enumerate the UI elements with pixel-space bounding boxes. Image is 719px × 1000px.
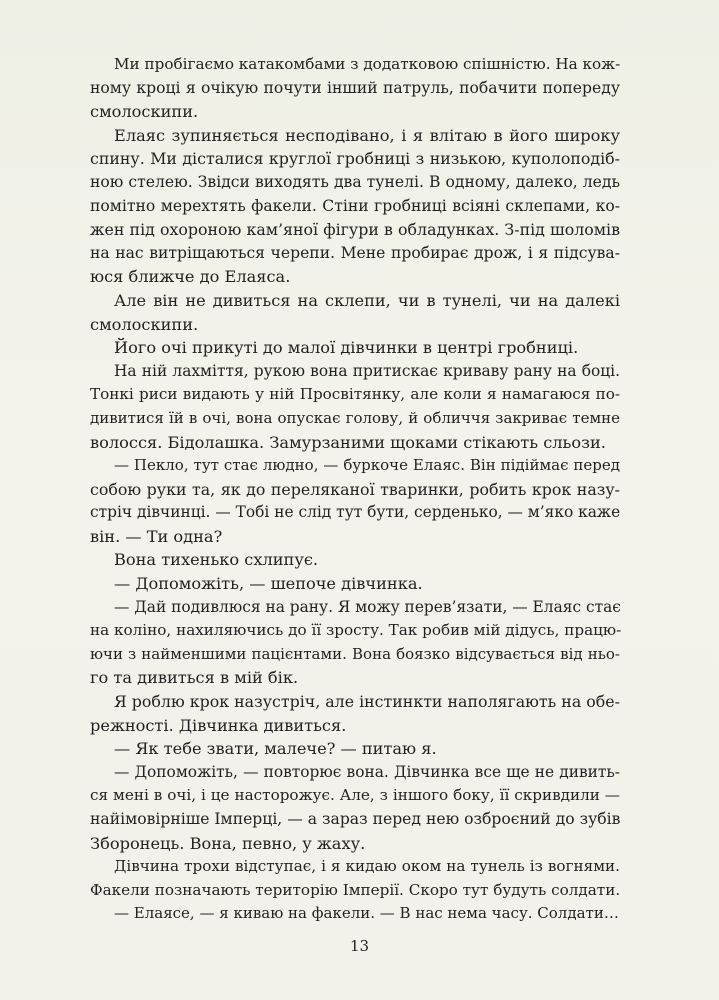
text-line: смолоскипи. [90, 314, 199, 334]
text-line: ною стелею. Звідси виходять два тунелі. В одному, далеко, ледь [90, 172, 620, 191]
text-line: спину. Ми дісталися круглої гробниці з низькою, куполоподіб- [90, 149, 620, 169]
text-line: го та дивиться в мій бік. [90, 668, 299, 688]
text-line: Вона тихенько схлипує. [114, 550, 319, 570]
text-line: Тонкі риси видають у ній Просвітянку, але коли я намагаюся по- [90, 385, 620, 404]
text-line: дивитися їй в очі, вона опускає голову, й обличчя закриває темне [90, 408, 620, 427]
text-line: — Дай подивлюся на рану. Я можу перев’язати, — Елаяс стає [114, 597, 621, 616]
text-line: він. — Ти одна? [90, 526, 223, 546]
text-line: жен під охороною кам’яної фігури в обладунках. З-під шоломів [90, 220, 620, 240]
text-line: — Елаясе, — я киваю на факели. — В нас нема часу. Солдати… [114, 904, 619, 923]
text-line: стріч дівчинці. — Тобі не слід тут бути, серденько, — м’яко каже [90, 503, 621, 522]
text-line: Факели позначають територію Імперії. Скоро тут будуть солдати. [90, 880, 621, 899]
text-line: — Пекло, тут стає людно, — буркоче Елаяс. Він підіймає перед [114, 456, 620, 475]
text-line: На ній лахміття, рукою вона притискає криваву рану на боці. [114, 361, 620, 380]
text-line: Але він не дивиться на склепи, чи в тунелі, чи на далекі [114, 290, 620, 310]
text-line: — Допоможіть, — шепоче дівчинка. [114, 574, 423, 594]
text-line: найімовірніше Імперці, — а зараз перед нею озброєний до зубів [90, 810, 621, 828]
text-line: Ми пробігаємо катакомбами з додатковою спішністю. На кож- [114, 55, 621, 73]
body-text [90, 53, 620, 926]
text-line: Елаяс зупиняється несподівано, і я влітаю в його широку [114, 125, 620, 145]
text-line: на коліно, нахиляючись до її зросту. Так робив мій дідусь, працю- [90, 621, 622, 640]
text-line: — Допоможіть, — повторює вона. Дівчинка все ще не дивить- [114, 762, 620, 781]
text-line: волосся. Бідолашка. Замурзаними щоками стікають сльози. [90, 432, 606, 452]
text-line: ся мені в очі, і це насторожує. Але, з іншого боку, її скривдили — [90, 786, 620, 805]
text-line: ному кроці я очікую почути інший патруль, побачити попереду [90, 78, 620, 97]
text-line: помітно мерехтять факели. Стіни гробниці всіяні склепами, ко- [90, 196, 620, 215]
text-line: собою руки та, як до переляканої тваринки, робить крок назу- [90, 479, 620, 499]
text-line: режності. Дівчинка дивиться. [90, 715, 347, 735]
text-line: юся ближче до Елаяса. [90, 267, 291, 287]
text-line: Його очі прикуті до малої дівчинки в центрі гробниці. [114, 338, 579, 358]
text-line: — Як тебе звати, малече? — питаю я. [114, 739, 437, 759]
text-line: Зборонець. Вона, певно, у жаху. [90, 833, 366, 853]
text-line: смолоскипи. [90, 102, 199, 122]
text-line: на нас витріщаються черепи. Мене пробирає дрож, і я підсува- [90, 243, 620, 262]
text-line: Я роблю крок назустріч, але інстинкти наполягають на обе- [114, 692, 620, 712]
text-line: ючи з найменшими пацієнтами. Вона боязко відсувається від ньо- [90, 644, 620, 663]
text-line: Дівчина трохи відступає, і я кидаю оком на тунель із вогнями. [114, 857, 620, 876]
page-number: 13 [349, 937, 370, 955]
